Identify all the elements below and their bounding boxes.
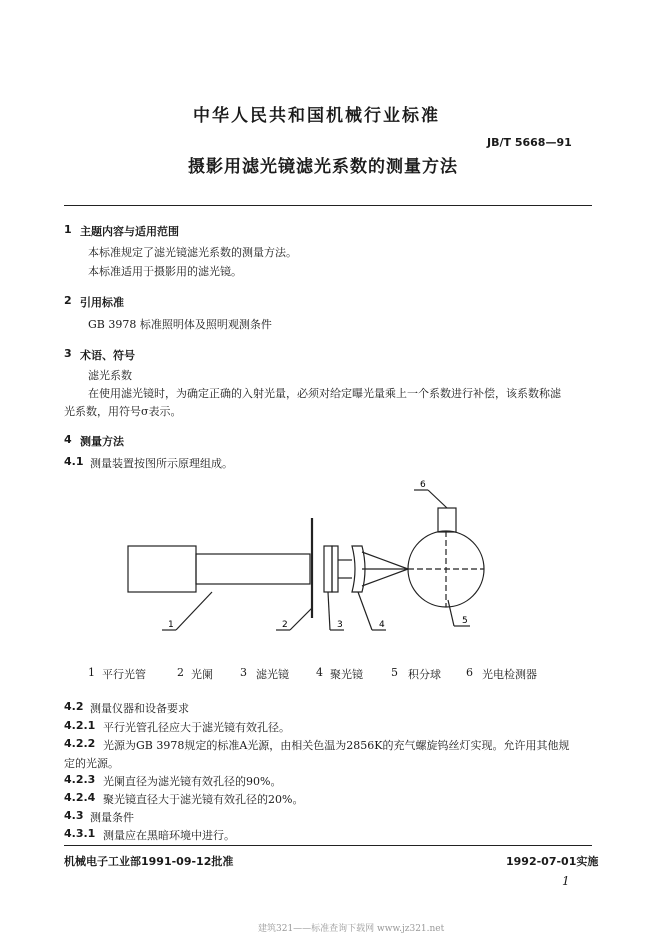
section-3-number: 3 xyxy=(64,347,72,360)
callout-4: 4 xyxy=(379,620,385,630)
section-2-heading: 引用标准 xyxy=(80,296,124,309)
clause-4-2-1-number: 4.2.1 xyxy=(64,719,96,732)
clause-4-3-number: 4.3 xyxy=(64,809,84,822)
section-4-heading: 测量方法 xyxy=(80,435,124,448)
legend-1-label: 平行光管 xyxy=(102,668,146,681)
page-number: 1 xyxy=(562,874,570,888)
clause-4-3-1-text: 测量应在黑暗环境中进行。 xyxy=(103,829,235,842)
legend-2-label: 光阑 xyxy=(191,668,213,681)
section-2-reference: GB 3978 标准照明体及照明观测条件 xyxy=(88,318,272,331)
watermark: 建筑321——标准查询下载网 www.jz321.net xyxy=(258,924,445,934)
effective-date: 1992-07-01实施 xyxy=(506,855,599,868)
callout-5: 5 xyxy=(462,616,468,626)
clause-4-2-4-text: 聚光镜直径大于滤光镜有效孔径的20%。 xyxy=(103,793,304,806)
legend-4-label: 聚光镜 xyxy=(330,668,363,681)
clause-4-2-2-text-line-1: 光源为GB 3978规定的标准A光源，由相关色温为2856K的充气螺旋钨丝灯实现。允许用其他规 xyxy=(103,739,570,752)
clause-4-3-1-number: 4.3.1 xyxy=(64,827,96,840)
collimator-body xyxy=(128,546,196,592)
filter-plate-2 xyxy=(332,546,338,592)
clause-4-2-1-text: 平行光管孔径应大于滤光镜有效孔径。 xyxy=(103,721,290,734)
callout-2: 2 xyxy=(282,620,288,630)
section-1-number: 1 xyxy=(64,223,72,236)
section-3-definition-line-1: 在使用滤光镜时，为确定正确的入射光量，必须对给定曝光量乘上一个系数进行补偿，该系数称滤 xyxy=(88,387,561,400)
footer-rule xyxy=(64,845,592,846)
clause-4-2-4-number: 4.2.4 xyxy=(64,791,96,804)
legend-6-label: 光电检测器 xyxy=(482,668,537,681)
document-title: 摄影用滤光镜滤光系数的测量方法 xyxy=(188,157,458,177)
approval-date: 机械电子工业部1991-09-12批准 xyxy=(64,855,234,868)
standard-number: JB/T 5668—91 xyxy=(487,136,572,149)
section-1-heading: 主题内容与适用范围 xyxy=(80,225,179,238)
photoelectric-detector xyxy=(438,508,456,532)
clause-4-3-heading: 测量条件 xyxy=(90,811,134,824)
clause-4-2-3-number: 4.2.3 xyxy=(64,773,96,786)
section-1-paragraph-2: 本标准适用于摄影用的滤光镜。 xyxy=(88,265,242,278)
legend-6-number: 6 xyxy=(466,666,473,679)
section-2-number: 2 xyxy=(64,294,72,307)
section-3-term: 滤光系数 xyxy=(88,369,132,382)
filter-plate-1 xyxy=(324,546,332,592)
clause-4-1-number: 4.1 xyxy=(64,455,84,468)
callout-3: 3 xyxy=(337,620,343,630)
legend-3-number: 3 xyxy=(240,666,247,679)
callout-1: 1 xyxy=(168,620,174,630)
clause-4-2-2-number: 4.2.2 xyxy=(64,737,96,750)
section-3-definition-line-2: 光系数，用符号σ表示。 xyxy=(64,405,182,418)
legend-5-number: 5 xyxy=(391,666,398,679)
section-3-heading: 术语、符号 xyxy=(80,349,135,362)
clause-4-1-text: 测量装置按图所示原理组成。 xyxy=(90,457,233,470)
clause-4-2-number: 4.2 xyxy=(64,700,84,713)
legend-3-label: 滤光镜 xyxy=(256,668,289,681)
legend-4-number: 4 xyxy=(316,666,323,679)
legend-1-number: 1 xyxy=(88,666,95,679)
legend-2-number: 2 xyxy=(177,666,184,679)
clause-4-2-2-text-line-2: 定的光源。 xyxy=(64,757,119,770)
legend-5-label: 积分球 xyxy=(408,668,441,681)
clause-4-2-heading: 测量仪器和设备要求 xyxy=(90,702,189,715)
section-4-number: 4 xyxy=(64,433,72,446)
callout-6: 6 xyxy=(420,480,426,490)
clause-4-2-3-text: 光阑直径为滤光镜有效孔径的90%。 xyxy=(103,775,282,788)
section-1-paragraph-1: 本标准规定了滤光镜滤光系数的测量方法。 xyxy=(88,246,297,259)
org-title: 中华人民共和国机械行业标准 xyxy=(193,106,440,126)
collimator-tube xyxy=(196,554,310,584)
